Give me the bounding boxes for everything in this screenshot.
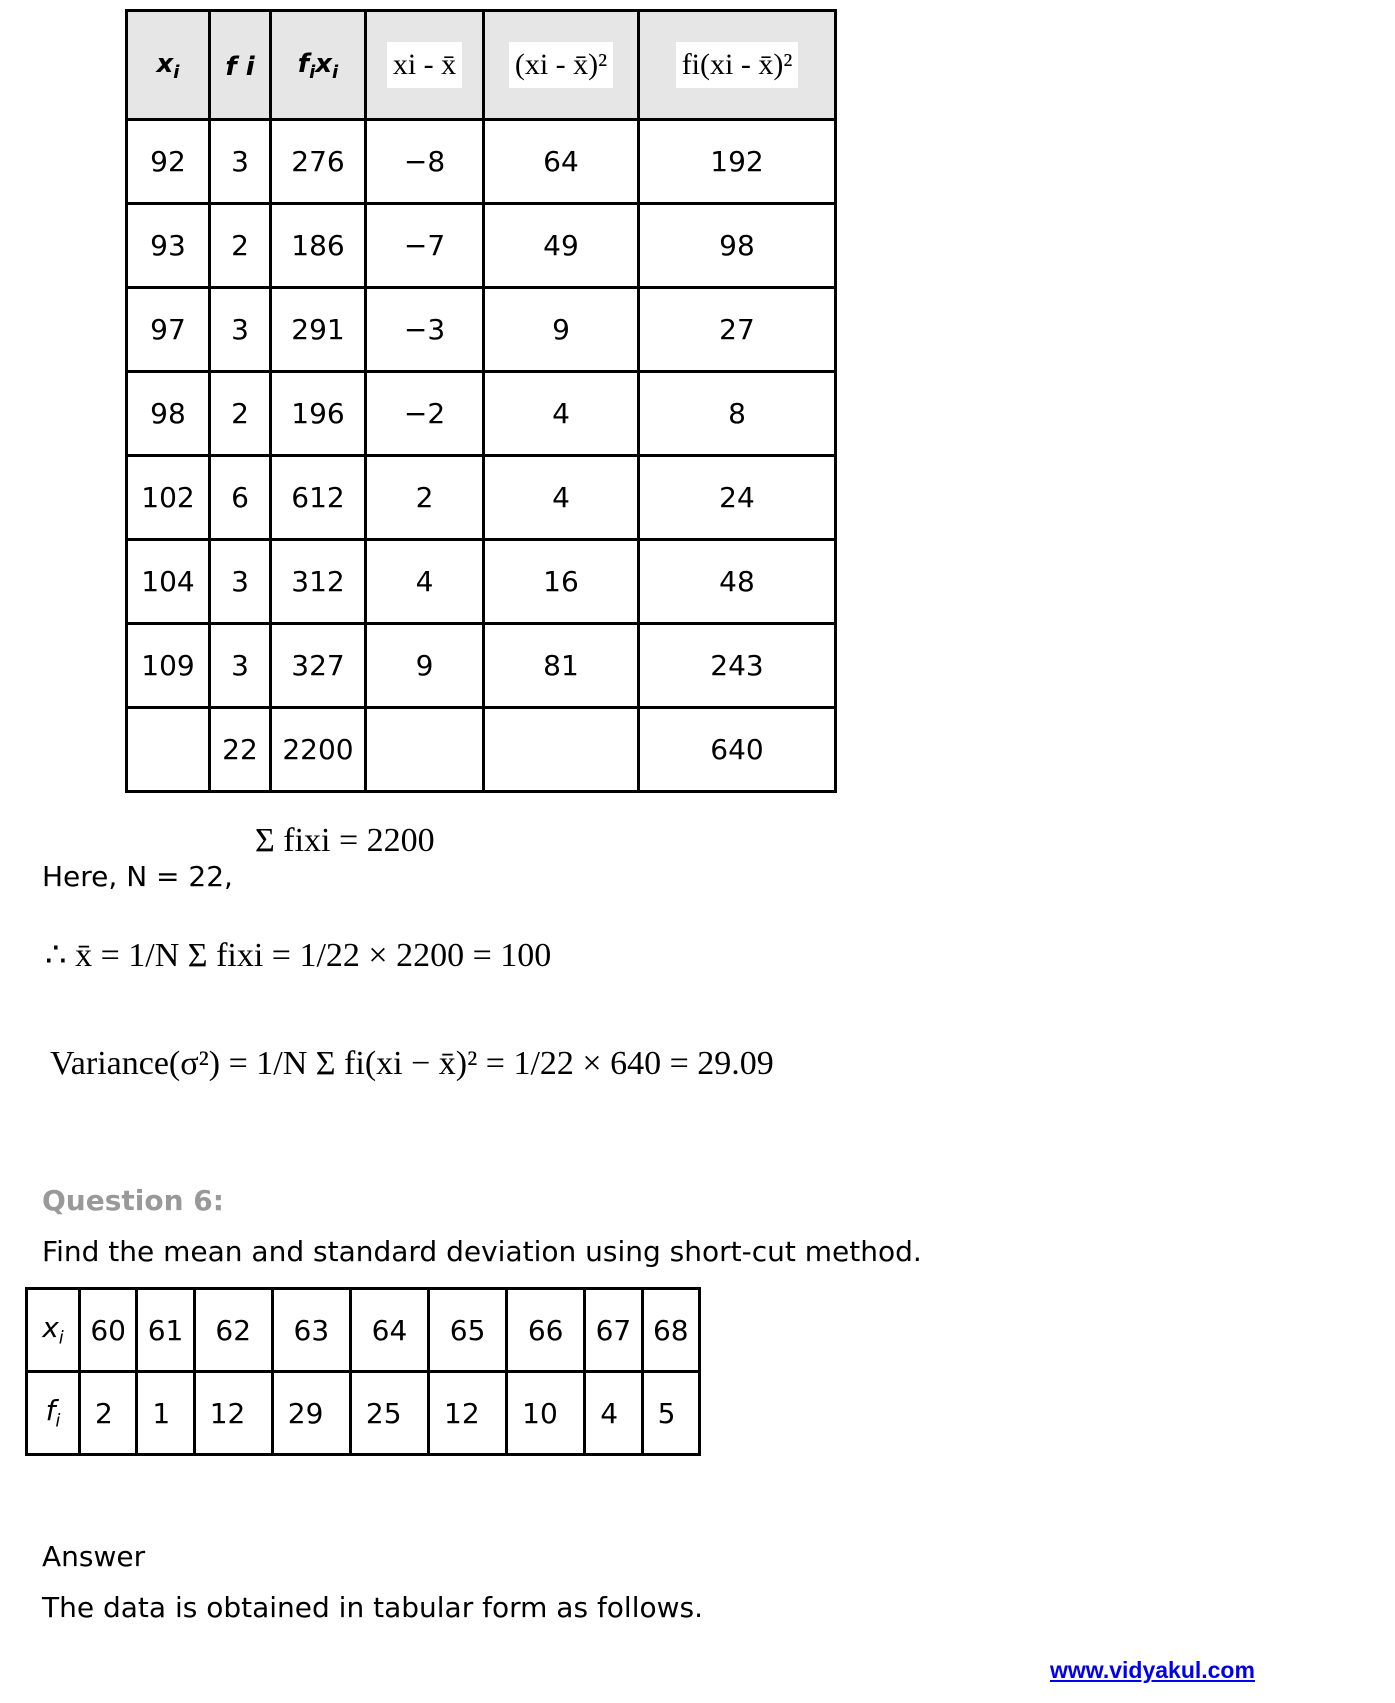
table-row <box>127 288 836 372</box>
table-cell: 192 <box>639 120 836 204</box>
table-cell: −7 <box>366 204 484 288</box>
sum-equation: Σ fixi = 2200 <box>255 822 435 859</box>
xi-cell: 62 <box>194 1289 272 1372</box>
fi-cell: 5 <box>642 1372 699 1455</box>
table-cell: 2 <box>366 456 484 540</box>
mean-equation: ∴ x̄ = 1/N Σ fixi = 1/22 × 2200 = 100 <box>45 937 552 974</box>
answer-heading: Answer <box>42 1540 146 1573</box>
table-cell: 4 <box>484 456 639 540</box>
table-cell: 97 <box>127 288 210 372</box>
variance-equation: Variance(σ²) = 1/N Σ fi(xi − x̄)² = 1/22 × 640 = 29.09 <box>50 1045 774 1082</box>
table-cell: 4 <box>484 372 639 456</box>
table-cell <box>127 708 210 792</box>
table-cell: 3 <box>210 288 271 372</box>
table-header-row <box>127 11 836 120</box>
question-text: Find the mean and standard deviation using short-cut method. <box>42 1235 922 1268</box>
table-cell: 2200 <box>271 708 366 792</box>
table-row <box>127 204 836 288</box>
table-cell: 8 <box>639 372 836 456</box>
table-cell: 98 <box>127 372 210 456</box>
xi-row <box>27 1289 700 1372</box>
table-row <box>127 120 836 204</box>
header-weighted-deviation-squared-label: fi(xi - x̄)² <box>676 42 799 88</box>
table-cell: 27 <box>639 288 836 372</box>
table-cell: −8 <box>366 120 484 204</box>
table-row <box>127 624 836 708</box>
header-deviation <box>366 11 484 120</box>
table-cell: 93 <box>127 204 210 288</box>
table-cell: 2 <box>210 204 271 288</box>
table-cell: 9 <box>484 288 639 372</box>
table-cell: 16 <box>484 540 639 624</box>
table-cell: 9 <box>366 624 484 708</box>
xi-cell: 67 <box>585 1289 642 1372</box>
table-cell: −3 <box>366 288 484 372</box>
frequency-table <box>25 1287 701 1456</box>
table-cell: 196 <box>271 372 366 456</box>
xi-label: $x_i$ <box>27 1289 80 1372</box>
xi-cell: 66 <box>507 1289 585 1372</box>
header-fixi: $f_ix_i$ <box>271 11 366 120</box>
xi-cell: 64 <box>350 1289 428 1372</box>
table-cell: 22 <box>210 708 271 792</box>
header-weighted-deviation-squared <box>639 11 836 120</box>
header-deviation-label: xi - x̄ <box>387 42 462 88</box>
table-cell: −2 <box>366 372 484 456</box>
fi-cell: 4 <box>585 1372 642 1455</box>
fi-cell: 29 <box>272 1372 350 1455</box>
vidyakul-link[interactable]: www.vidyakul.com <box>1050 1657 1255 1683</box>
fi-row <box>27 1372 700 1455</box>
table-cell: 640 <box>639 708 836 792</box>
table-cell: 102 <box>127 456 210 540</box>
table-cell: 612 <box>271 456 366 540</box>
table-cell <box>366 708 484 792</box>
header-fi: f i <box>210 11 271 120</box>
question-heading: Question 6: <box>42 1184 224 1217</box>
fi-cell: 1 <box>137 1372 194 1455</box>
calculation-table <box>125 9 837 793</box>
fi-cell: 25 <box>350 1372 428 1455</box>
table-row <box>127 708 836 792</box>
table-cell: 24 <box>639 456 836 540</box>
table-cell: 6 <box>210 456 271 540</box>
table-cell: 92 <box>127 120 210 204</box>
table-cell: 98 <box>639 204 836 288</box>
answer-text: The data is obtained in tabular form as follows. <box>42 1591 704 1624</box>
table-cell: 243 <box>639 624 836 708</box>
xi-cell: 68 <box>642 1289 699 1372</box>
fi-cell: 12 <box>429 1372 507 1455</box>
fi-cell: 10 <box>507 1372 585 1455</box>
table-row <box>127 540 836 624</box>
table-cell: 291 <box>271 288 366 372</box>
table-cell: 4 <box>366 540 484 624</box>
table-cell: 276 <box>271 120 366 204</box>
fi-cell: 12 <box>194 1372 272 1455</box>
header-deviation-squared <box>484 11 639 120</box>
xi-cell: 61 <box>137 1289 194 1372</box>
table-cell: 3 <box>210 540 271 624</box>
xi-cell: 65 <box>429 1289 507 1372</box>
header-xi: $x_i$ <box>127 11 210 120</box>
fi-cell: 2 <box>80 1372 137 1455</box>
table-cell: 104 <box>127 540 210 624</box>
table-row <box>127 372 836 456</box>
table-cell: 2 <box>210 372 271 456</box>
fi-label: $f_i$ <box>27 1372 80 1455</box>
table-cell: 64 <box>484 120 639 204</box>
table-cell: 3 <box>210 120 271 204</box>
table-cell: 327 <box>271 624 366 708</box>
table-row <box>127 456 836 540</box>
table-cell: 3 <box>210 624 271 708</box>
table-cell: 49 <box>484 204 639 288</box>
table-cell: 48 <box>639 540 836 624</box>
table-cell: 186 <box>271 204 366 288</box>
xi-cell: 63 <box>272 1289 350 1372</box>
table-cell: 81 <box>484 624 639 708</box>
table-cell: 312 <box>271 540 366 624</box>
header-deviation-squared-label: (xi - x̄)² <box>509 42 613 88</box>
table-cell <box>484 708 639 792</box>
table-cell: 109 <box>127 624 210 708</box>
xi-cell: 60 <box>80 1289 137 1372</box>
here-text: Here, N = 22, <box>42 860 233 893</box>
